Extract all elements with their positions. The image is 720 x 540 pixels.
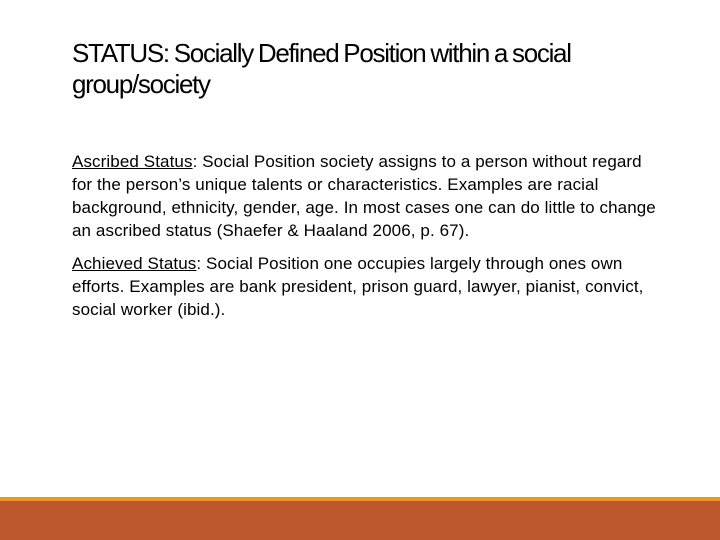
definition-achieved-status: : Social Position one occupies largely through ones own efforts. Examples are bank president, prison guard, lawyer, pianist, convict, social worker (ibid.). xyxy=(72,254,644,319)
paragraph-achieved-status xyxy=(72,252,662,321)
term-ascribed-status: Ascribed Status xyxy=(72,152,193,171)
paragraph-ascribed-status xyxy=(72,150,662,242)
slide-body xyxy=(72,150,662,331)
slide-title: STATUS: Socially Defined Position within a social group/society xyxy=(72,38,571,99)
term-achieved-status: Achieved Status xyxy=(72,254,197,273)
definition-ascribed-status: : Social Position society assigns to a person without regard for the person’s unique talents or characteristics. Examples are racial background, ethnicity, gender, age. In most cases one can do little to change an ascribed status (Shaefer & Haaland 2006, p. 67). xyxy=(72,152,656,240)
footer-bar xyxy=(0,501,720,540)
